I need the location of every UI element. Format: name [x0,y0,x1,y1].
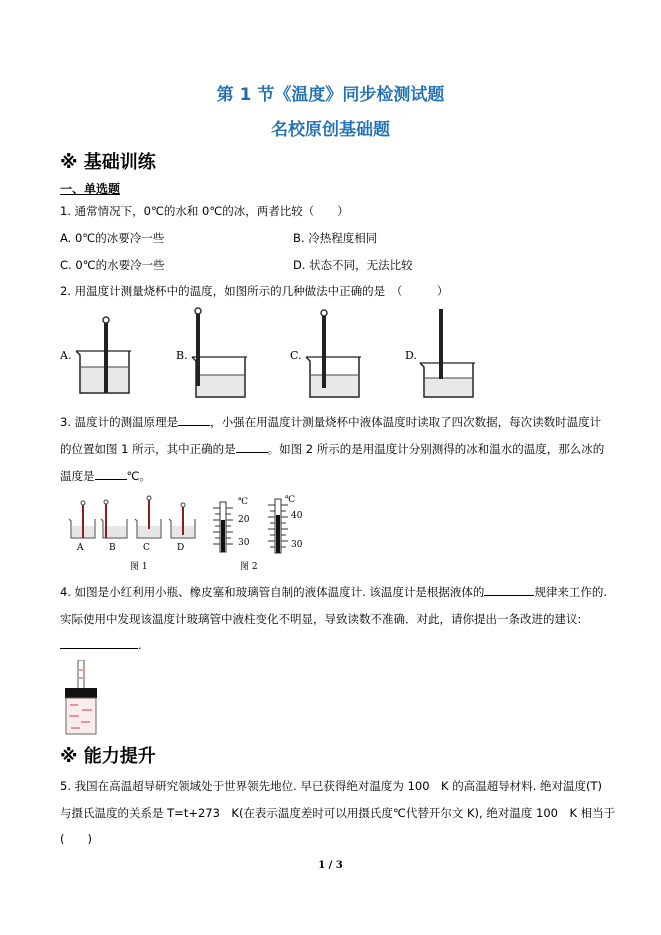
q3-line2: 的位置如图 1 所示，其中正确的是 。如图 2 所示的是用温度计分别测得的冰和温水的温度，那么冰的 [60,442,605,456]
section-advanced-heading: ※ 能力提升 [60,746,156,767]
q1-stem: 1. 通常情况下，0℃的水和 0℃的冰，两者比较（ ） [60,204,349,218]
q4-line3: . [60,637,142,652]
figure2-caption: 图 2 [240,562,258,572]
q4-line1: 4. 如图是小红利用小瓶、橡皮塞和玻璃管自制的液体温度计. 该温度计是根据液体的 规律来工作的. [60,585,608,599]
q1-option-c: C. 0℃的水要冷一些 [60,258,165,272]
q2-label-b: B. [176,349,188,362]
q5-line1: 5. 我国在高温超导研究领域处于世界领先地位. 早已获得绝对温度为 100 K 的高温超导材料. 绝对温度(T) [60,779,603,793]
q4-blank-suggestion[interactable] [60,637,138,649]
q4-blank-rule[interactable] [484,584,534,596]
q2-figure [60,305,520,405]
page-subtitle: 名校原创基础题 [271,120,390,140]
subsection-single-choice: 一、单选题 [60,182,121,196]
beaker-d-image [418,305,478,400]
q1-option-a: A. 0℃的冰要冷一些 [60,231,165,245]
therm1-tick-bottom: 30 [238,538,250,548]
beaker-b-image [190,305,250,400]
fig1-label-a: A [77,543,84,553]
therm2-unit: ℃ [285,495,296,505]
therm2-tick-bottom: 30 [291,540,303,550]
q2-label-c: C. [290,349,302,362]
page-number: 1 / 3 [318,860,343,871]
therm1-unit: ℃ [238,497,249,507]
beaker-a-image [74,305,134,400]
q3-blank-temperature[interactable] [95,468,127,480]
q3-line3: 温度是 ℃。 [60,469,151,483]
therm1-tick-top: 20 [238,515,250,525]
q2-label-d: D. [405,349,417,362]
q3-line1: 3. 温度计的测温原理是 ，小强在用温度计测量烧杯中液体温度时读取了四次数据，每次读数时温度计 [60,415,602,429]
q2-label-a: A. [60,349,72,362]
q1-option-d: D. 状态不同，无法比较 [293,258,413,272]
beaker-c-image [304,305,364,400]
therm2-tick-top: 40 [291,511,303,521]
page-title: 第 1 节《温度》同步检测试题 [216,85,445,105]
figure1-caption: 图 1 [130,562,148,572]
q1-option-b: B. 冷热程度相同 [293,231,378,245]
q3-blank-principle[interactable] [178,414,210,426]
q5-line2: 与摄氏温度的关系是 T=t+273 K(在表示温度差时可以用摄氏度℃代替开尔文 K), 绝对温度 100 K 相当于 [60,806,616,820]
fig1-label-b: B [109,543,116,553]
q2-stem: 2. 用温度计测量烧杯中的温度，如图所示的几种做法中正确的是 （ ） [60,284,449,298]
q5-line3: ( ) [60,832,92,846]
q4-line2: 实际使用中发现该温度计玻璃管中液柱变化不明显，导致读数不准确．对此，请你提出一条改进的建议: [60,612,582,626]
q3-figures [65,495,305,575]
q3-blank-correct[interactable] [236,441,268,453]
fig1-label-c: C [143,543,150,553]
section-basic-heading: ※ 基础训练 [60,152,156,173]
homemade-thermometer-image [62,660,107,736]
fig1-label-d: D [177,543,185,553]
